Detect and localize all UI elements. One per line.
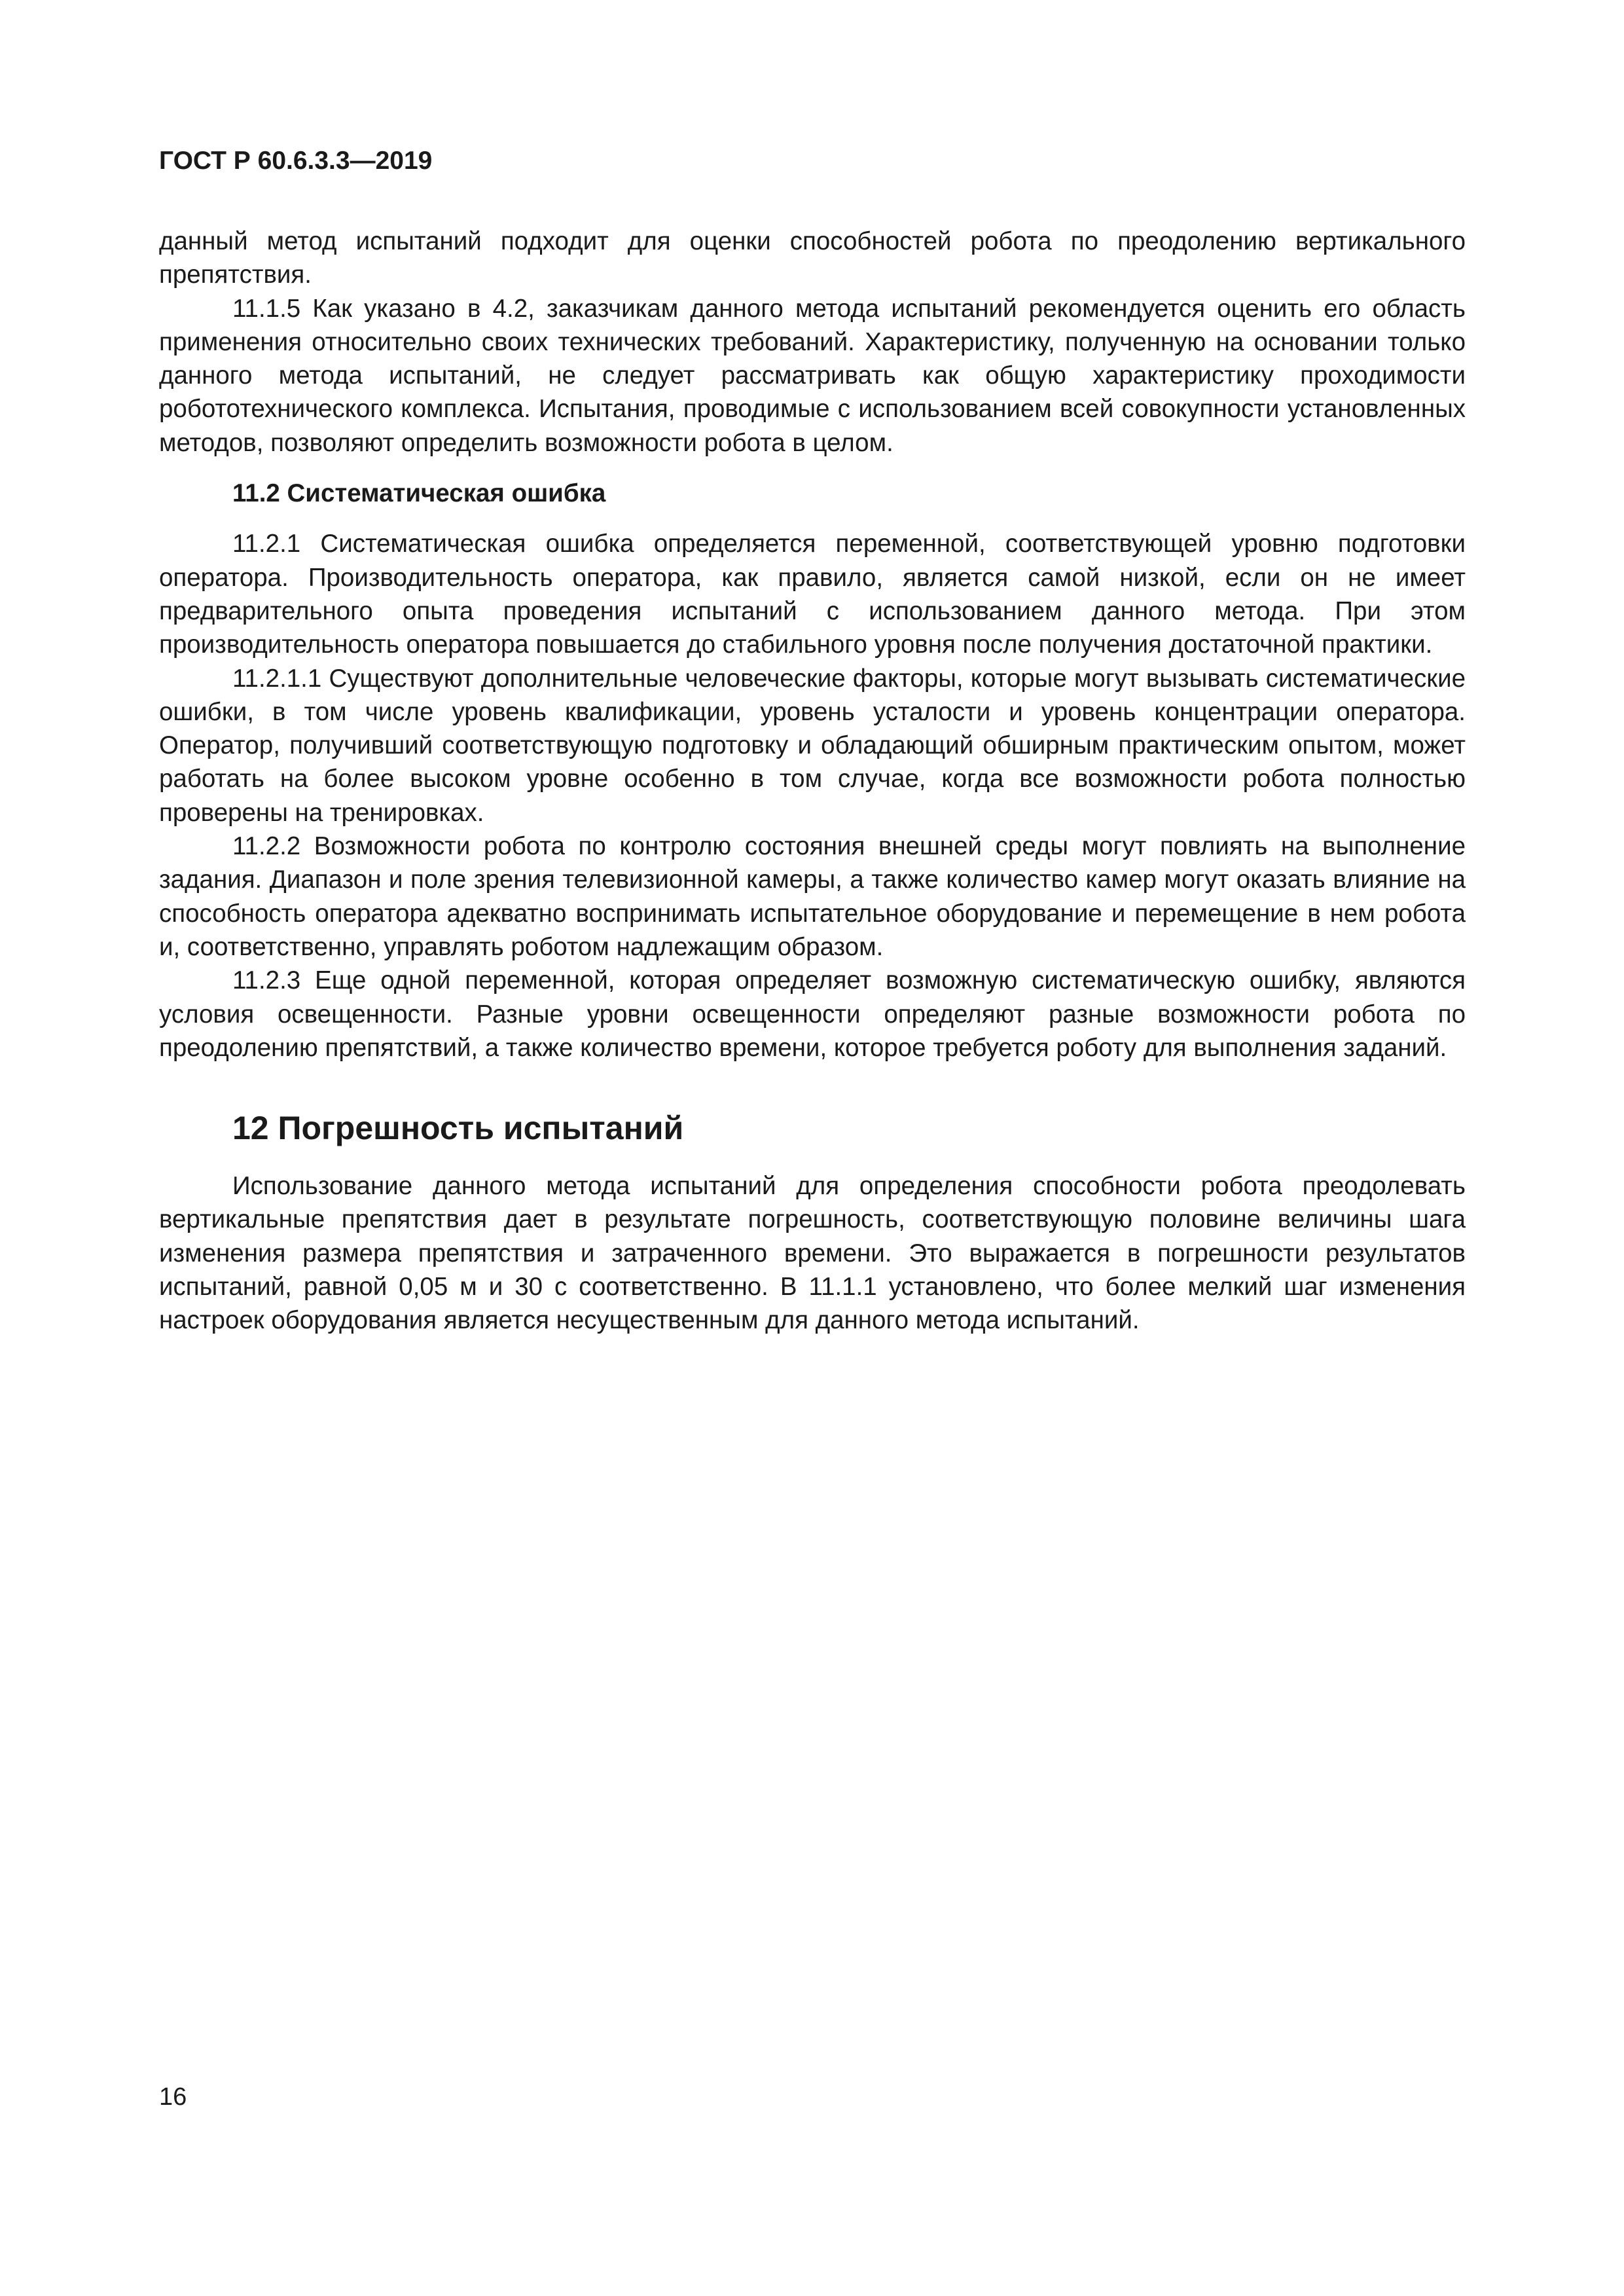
- paragraph-11-2-2: 11.2.2 Возможности робота по контролю состояния внешней среды могут повлиять на выполнение задания. Диапазон и поле зрения телевизионной камеры, а также количество камер могут оказать влияние на способность оператора адекватно воспринимать испытательное оборудование и перемещение в нем робота и, соответственно, управлять роботом надлежащим образом.: [159, 832, 1466, 961]
- page-number: 16: [159, 2083, 187, 2111]
- paragraph-continuation: данный метод испытаний подходит для оценки способностей робота по преодолению вертикального препятствия.: [159, 227, 1466, 289]
- paragraph-12: Использование данного метода испытаний для определения способности робота преодолевать вертикальные препятствия дает в результате погрешность, соответствующую половине величины шага изменения размера препятствия и затраченного времени. Это выражается в погрешности результатов испытаний, равной 0,05 м и 30 с соответственно. В 11.1.1 установлено, что более мелкий шаг изменения настроек оборудования является несущественным для данного метода испытаний.: [159, 1172, 1466, 1335]
- paragraph-11-2-1: 11.2.1 Систематическая ошибка определяется переменной, соответствующей уровню подготовки оператора. Производительность оператора, как правило, является самой низкой, если он не имеет предварительного опыта проведения испытаний с использованием данного метода. При этом производительность оператора повышается до стабильного уровня после получения достаточной практики.: [159, 530, 1466, 659]
- section-heading-11-2: 11.2 Систематическая ошибка: [232, 479, 606, 508]
- paragraph-11-2-1-1: 11.2.1.1 Существуют дополнительные человеческие факторы, которые могут вызывать систематические ошибки, в том числе уровень квалификации, уровень усталости и уровень концентрации оператора. Оператор, получивший соответствующую подготовку и обладающий обширным практическим опытом, может работать на более высоком уровне особенно в том случае, когда все возможности робота полностью проверены на тренировках.: [159, 664, 1466, 827]
- document-code-header: ГОСТ Р 60.6.3.3—2019: [159, 147, 433, 175]
- paragraph-11-1-5: 11.1.5 Как указано в 4.2, заказчикам данного метода испытаний рекомендуется оценить его область применения относительно своих технических требований. Характеристику, полученную на основании только данного метода испытаний, не следует рассматривать как общую характеристику проходимости робототехнического комплекса. Испытания, проводимые с использованием всей совокупности установленных методов, позволяют определить возможности робота в целом.: [159, 294, 1466, 457]
- document-body: [159, 225, 1466, 1338]
- paragraph-11-2-3: 11.2.3 Еще одной переменной, которая определяет возможную систематическую ошибку, являются условия освещенности. Разные уровни освещенности определяют разные возможности робота по преодолению препятствий, а также количество времени, которое требуется роботу для выполнения заданий.: [159, 966, 1466, 1062]
- section-heading-12: 12 Погрешность испытаний: [232, 1110, 684, 1147]
